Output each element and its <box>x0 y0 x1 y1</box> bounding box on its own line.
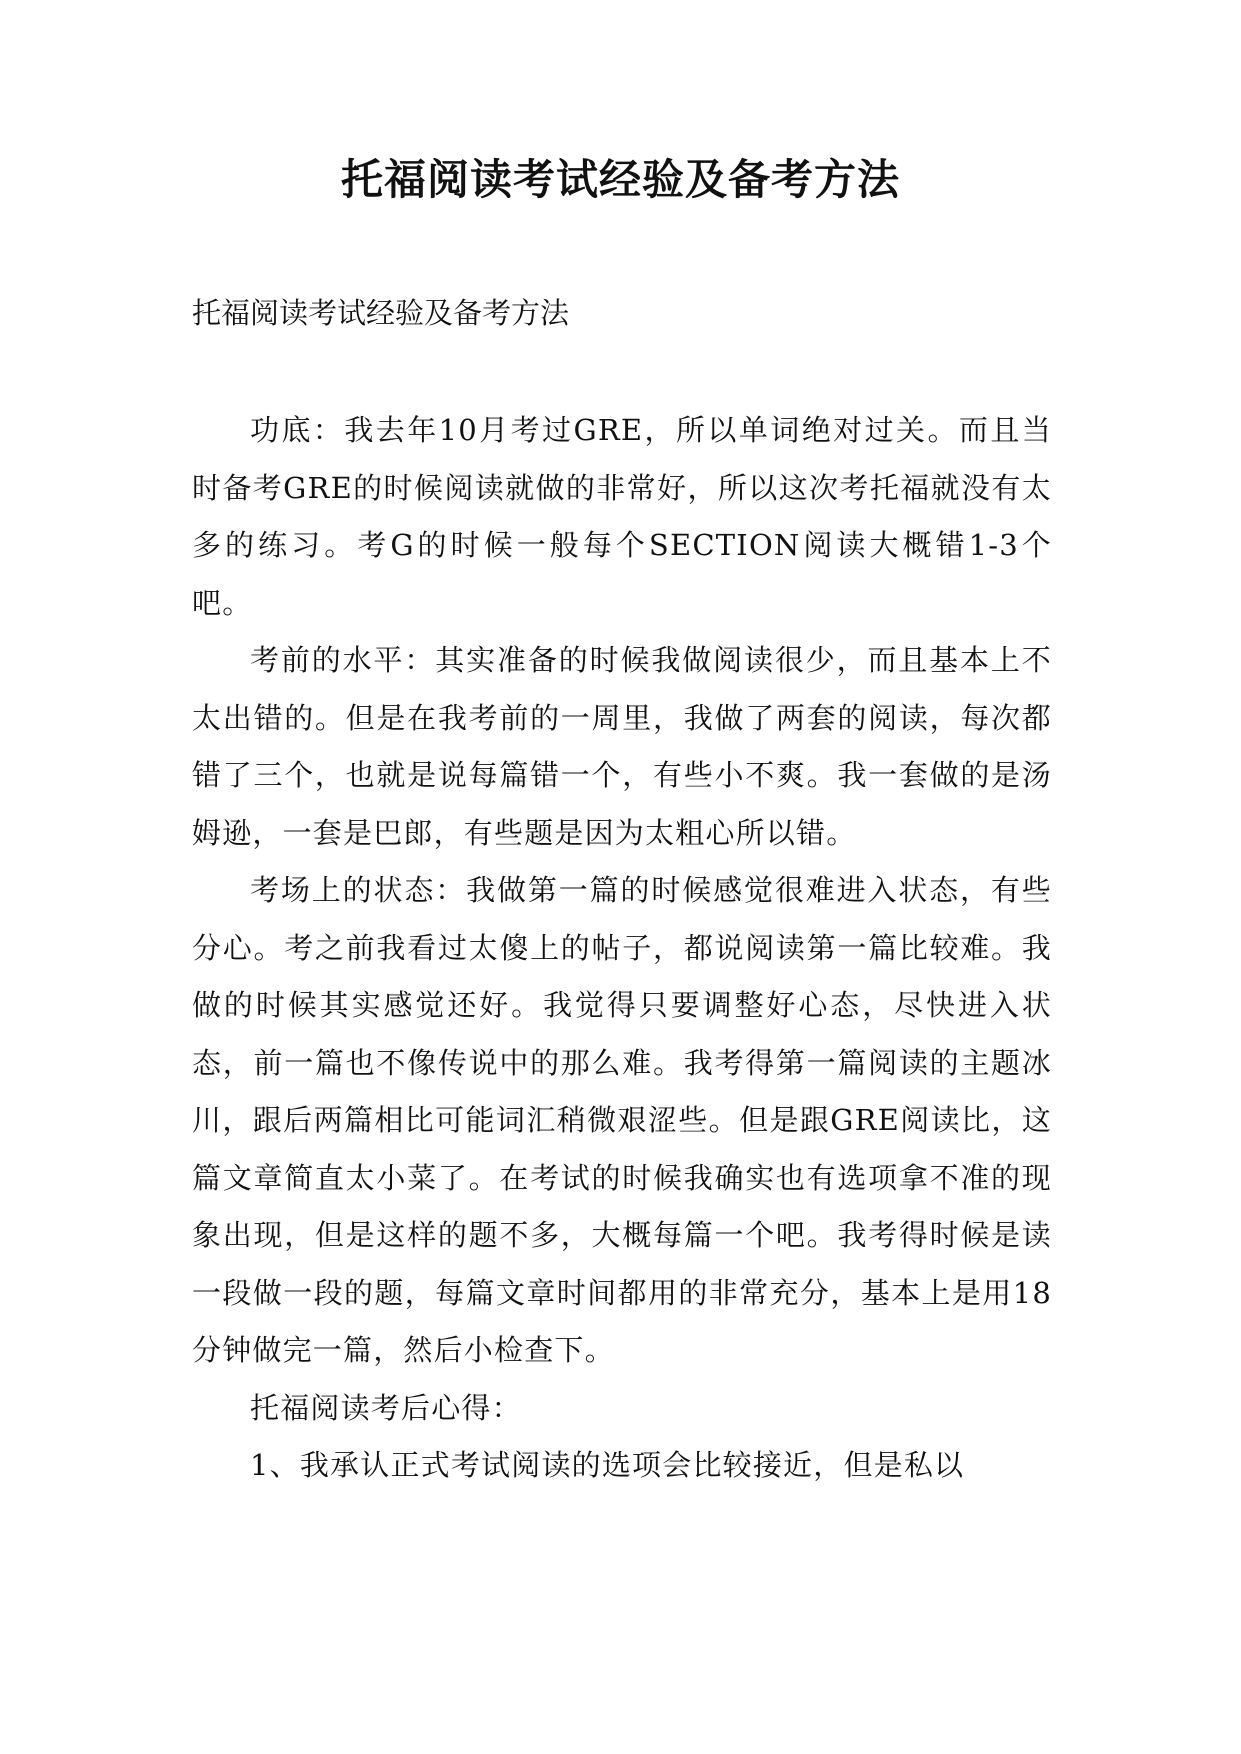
paragraph-pre-exam-level: 考前的水平：其实准备的时候我做阅读很少，而且基本上不太出错的。但是在我考前的一周里，我做了两套的阅读，每次都错了三个，也就是说每篇错一个，有些小不爽。我一套做的是汤姆逊，一套是巴郎，有些题是因为太粗心所以错。 <box>192 643 1052 850</box>
paragraph-reflection-item-1: 1、我承认正式考试阅读的选项会比较接近，但是私以 <box>250 1448 965 1482</box>
paragraph-foundation: 功底：我去年10月考过GRE，所以单词绝对过关。而且当时备考GRE的时候阅读就做的非常好，所以这次考托福就没有太多的练习。考G的时候一般每个SECTION阅读大概错1-3个吧。 <box>192 413 1052 620</box>
document-body <box>192 402 1052 1495</box>
document-subtitle: 托福阅读考试经验及备考方法 <box>192 296 570 330</box>
document-title: 托福阅读考试经验及备考方法 <box>340 155 900 204</box>
paragraph-exam-state: 考场上的状态：我做第一篇的时候感觉很难进入状态，有些分心。考之前我看过太傻上的帖子，都说阅读第一篇比较难。我做的时候其实感觉还好。我觉得只要调整好心态，尽快进入状态，前一篇也不像传说中的那么难。我考得第一篇阅读的主题冰川，跟后两篇相比可能词汇稍微艰涩些。但是跟GRE阅读比，这篇文章简直太小菜了。在考试的时候我确实也有选项拿不准的现象出现，但是这样的题不多，大概每篇一个吧。我考得时候是读一段做一段的题，每篇文章时间都用的非常充分，基本上是用18分钟做完一篇，然后小检查下。 <box>192 873 1052 1367</box>
paragraph-reflection-heading: 托福阅读考后心得： <box>250 1390 522 1425</box>
